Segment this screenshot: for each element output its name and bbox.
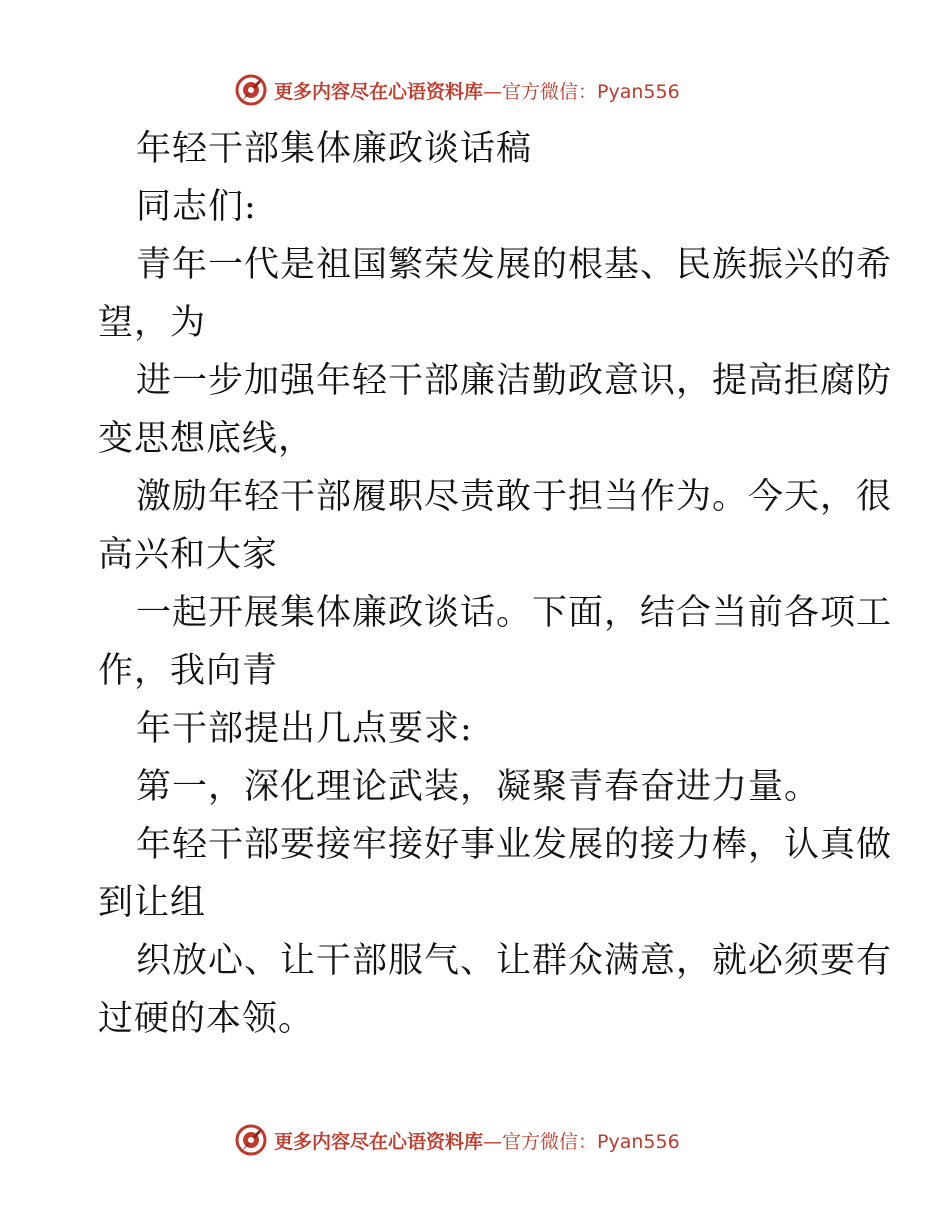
body-line: 年干部提出几点要求: [136, 709, 473, 749]
document-body [98, 120, 893, 1048]
salutation: 同志们: [136, 187, 257, 227]
body-line: 高兴和大家 [98, 535, 279, 575]
body-line: 望，为 [98, 303, 207, 343]
body-line: 青年一代是祖国繁荣发展的根基、民族振兴的希 [136, 245, 893, 285]
body-line: 织放心、让干部服气、让群众满意，就必须要有 [136, 941, 893, 981]
body-line: 到让组 [98, 883, 207, 923]
watermark-banner-top [234, 72, 754, 108]
watermark-contact-text: —官方微信：Pyan556 [483, 1130, 680, 1153]
body-line: 过硬的本领。 [98, 999, 315, 1039]
body-line: 变思想底线， [98, 419, 315, 459]
body-line: 一起开展集体廉政谈话。下面，结合当前各项工 [136, 593, 893, 633]
body-line: 作，我向青 [98, 651, 279, 691]
body-line: 激励年轻干部履职尽责敢于担当作为。今天，很 [136, 477, 893, 517]
document-title: 年轻干部集体廉政谈话稿 [136, 129, 533, 169]
body-line: 进一步加强年轻干部廉洁勤政意识，提高拒腐防 [136, 361, 893, 401]
watermark-main-text: 更多内容尽在心语资料库 [274, 80, 484, 103]
watermark-contact-text: —官方微信：Pyan556 [483, 80, 680, 103]
section-heading: 第一，深化理论武装，凝聚青春奋进力量。 [136, 767, 821, 807]
quill-seal-icon [234, 73, 268, 107]
quill-seal-icon [234, 1123, 268, 1157]
body-line: 年轻干部要接牢接好事业发展的接力棒，认真做 [136, 825, 893, 865]
watermark-banner-bottom [234, 1122, 754, 1158]
watermark-main-text: 更多内容尽在心语资料库 [274, 1130, 484, 1153]
